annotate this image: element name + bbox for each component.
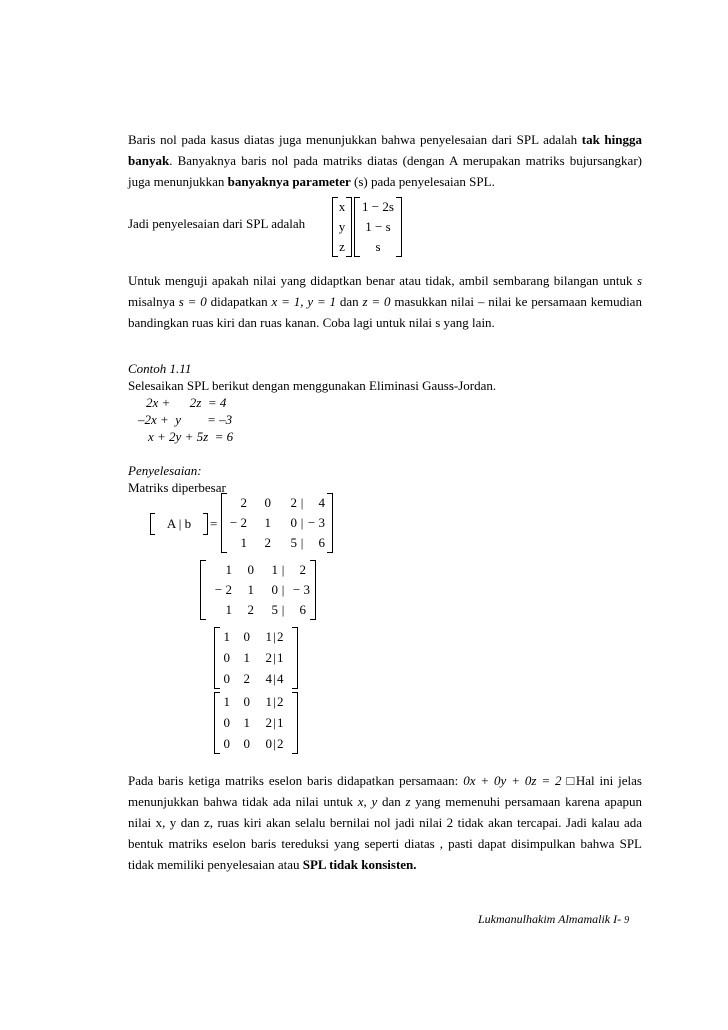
italic-text: x, y	[357, 794, 378, 809]
matrix-cell: 0	[243, 694, 250, 709]
matrix-cell: 0	[223, 650, 230, 665]
example-title: Contoh 1.11	[128, 361, 192, 376]
vector-entry: 1 − s	[365, 219, 391, 234]
matrix-cell: 1	[243, 715, 250, 730]
page-number: 9	[624, 915, 630, 926]
augment-bar: |	[273, 715, 276, 730]
augment-bar: |	[273, 671, 276, 686]
matrix-cell: 2	[265, 650, 272, 665]
italic-text: z	[405, 794, 411, 809]
text: (s) pada penyelesaian SPL.	[350, 174, 495, 189]
augment-bar: |	[281, 582, 285, 597]
matrix-cell: 0	[264, 495, 271, 510]
matrix-cell: 2	[290, 495, 297, 510]
augment-bar: |	[300, 535, 304, 550]
vector-entry: z	[339, 239, 345, 254]
matrix-cell: 1	[240, 535, 247, 550]
text: dan	[336, 294, 363, 309]
matrix-cell: 1	[225, 602, 232, 617]
italic-text: 0x + 0y + 0z = 2	[463, 773, 562, 788]
text: dan	[377, 794, 406, 809]
text: didapatkan	[206, 294, 272, 309]
matrix-cell: 1	[271, 562, 278, 577]
text: □Hal ini jelas menunjukkan bahwa tidak ada nilai untuk	[128, 773, 642, 809]
matrix-3	[214, 627, 298, 689]
vector-entry: y	[338, 219, 346, 234]
matrix-1	[221, 493, 333, 553]
matrix-cell: 2	[277, 736, 284, 751]
matrix-cell: 2	[247, 602, 254, 617]
augment-bar: |	[281, 602, 285, 617]
matrix-cell: 0	[223, 671, 230, 686]
matrix-cell: 1	[277, 715, 284, 730]
matrix-cell: 5	[271, 602, 278, 617]
matrix-2	[200, 560, 316, 620]
text: masukkan nilai – nilai ke persamaan kemudian bandingkan ruas kiri dan ruas kanan. Coba lagi untuk nilai s yang lain.	[128, 294, 642, 330]
augment-bar: |	[273, 629, 276, 644]
italic-text: x = 1, y = 1	[271, 294, 337, 309]
ab-bracket	[150, 513, 208, 535]
matrix-cell: 0	[243, 629, 250, 644]
matrix-cell: 5	[290, 535, 297, 550]
matrix-cell: 0	[243, 736, 250, 751]
matrix-cell: 2	[243, 671, 250, 686]
matrix-cell: 6	[299, 602, 306, 617]
text: Baris nol pada kasus diatas juga menunjukkan bahwa penyelesaian dari SPL adalah	[128, 132, 582, 147]
matrix-cell: 1	[247, 582, 254, 597]
matrix-cell: 2	[277, 629, 284, 644]
equals-sign: =	[210, 516, 218, 531]
matrix-cell: − 3	[307, 515, 325, 530]
matrix-cell: 0	[247, 562, 254, 577]
text: yang memenuhi persamaan karena apapun nilai x, y dan z, ruas kiri akan selalu bernilai nol jadi nilai 2 tidak akan tercapai. Jadi kalau ada bentuk matriks eselon baris tereduksi yang seperti diatas , pasti dapat disimpulkan bahwa SPL tidak memiliki penyelesaian atau	[128, 794, 642, 872]
matrix-cell: 1	[243, 650, 250, 665]
text: Pada baris ketiga matriks eselon baris didapatkan persamaan:	[128, 773, 464, 788]
matrix-cell: 2	[277, 694, 284, 709]
solution-heading: Penyelesaian:	[128, 463, 202, 478]
matrix-cell: − 2	[214, 582, 232, 597]
matrix-cell: 0	[223, 715, 230, 730]
italic-text: s = 0	[178, 294, 207, 309]
value-vector	[354, 197, 402, 257]
matrix-cell: 2	[299, 562, 306, 577]
matrix-cell: 1	[265, 694, 272, 709]
vector-entry: s	[375, 239, 381, 254]
bold-text: SPL tidak konsisten.	[302, 857, 417, 872]
italic-text: s	[636, 273, 642, 288]
matrix-cell: 1	[264, 515, 271, 530]
variable-vector	[332, 197, 352, 257]
matrix-cell: 1	[225, 562, 232, 577]
matrix-cell: 0	[223, 736, 230, 751]
matrix-cell: 1	[223, 694, 230, 709]
paragraph-verification	[128, 270, 642, 333]
augment-bar: |	[281, 562, 285, 577]
augment-bar: |	[273, 736, 276, 751]
paragraph-infinite-solutions	[128, 129, 642, 192]
example-instruction: Selesaikan SPL berikut dengan menggunakan Eliminasi Gauss-Jordan.	[128, 378, 497, 393]
matrix-cell: 6	[318, 535, 325, 550]
matrix-cell: 0	[271, 582, 278, 597]
vector-entry: 1 − 2s	[362, 199, 394, 214]
matrix-cell: 4	[318, 495, 325, 510]
equation-2: –2x + y = –3	[138, 412, 233, 427]
footer-author: Lukmanulhakim Almamalik I-	[478, 912, 625, 926]
matrix-cell: 2	[265, 715, 272, 730]
equation-1: 2x + 2z = 4	[146, 395, 227, 410]
matrix-cell: 1	[265, 629, 272, 644]
matrix-4	[214, 692, 298, 754]
matrix-cell: 1	[277, 650, 284, 665]
augment-bar: |	[300, 515, 304, 530]
bold-text: banyaknya parameter	[227, 174, 351, 189]
text: Untuk menguji apakah nilai yang didaptkan benar atau tidak, ambil sembarang bilangan untuk	[128, 273, 637, 288]
matrix-cell: 2	[264, 535, 271, 550]
matrix-cell: − 3	[292, 582, 310, 597]
ab-label: A | b	[166, 516, 192, 531]
matrix-cell: 0	[265, 736, 272, 751]
equation-3: x + 2y + 5z = 6	[148, 429, 234, 444]
augment-bar: |	[300, 495, 304, 510]
italic-text: z = 0	[362, 294, 391, 309]
text: . Banyaknya baris nol pada matriks diatas (dengan A merupakan matriks bujursangkar) juga menunjukkan	[128, 153, 642, 189]
matrix-cell: 0	[290, 515, 297, 530]
matrix-cell: 4	[265, 671, 272, 686]
matrix-cell: − 2	[229, 515, 247, 530]
bold-text: tak hingga banyak	[128, 132, 643, 168]
matrix-cell: 1	[223, 629, 230, 644]
vector-entry: x	[338, 199, 346, 214]
augmented-matrix-label: Matriks diperbesar	[128, 480, 226, 495]
matrix-cell: 2	[240, 495, 247, 510]
augment-bar: |	[273, 650, 276, 665]
paragraph-inconsistent	[128, 770, 642, 875]
text: misalnya	[128, 294, 179, 309]
matrix-cell: 4	[277, 671, 284, 686]
page-footer	[478, 912, 629, 927]
solution-label: Jadi penyelesaian dari SPL adalah	[128, 216, 306, 231]
augment-bar: |	[273, 694, 276, 709]
